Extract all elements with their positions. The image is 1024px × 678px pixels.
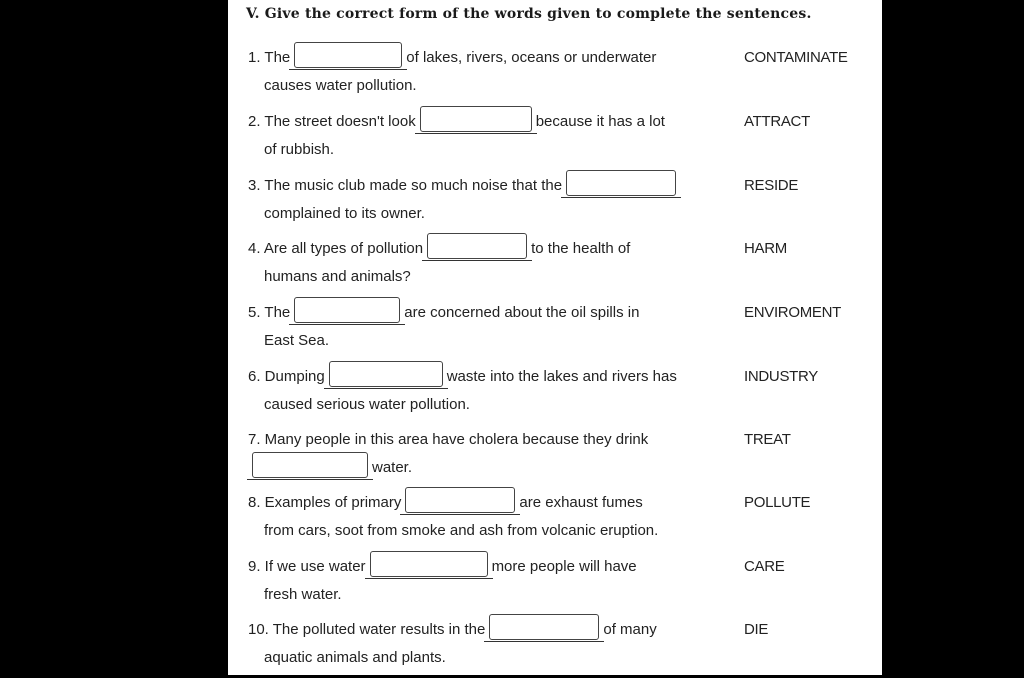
root-word-5: ENVIROMENT (744, 303, 842, 321)
question-3-continuation: complained to its owner. (264, 204, 425, 222)
question-1-continuation: causes water pollution. (264, 76, 417, 94)
root-word-6: INDUSTRY (744, 367, 818, 385)
question-6 (228, 365, 882, 425)
question-10-continuation: aquatic animals and plants. (264, 648, 446, 666)
question-1 (228, 46, 882, 106)
question-8-continuation: from cars, soot from smoke and ash from volcanic eruption. (264, 521, 659, 539)
question-1-text-before: 1. The (248, 48, 291, 66)
question-2-continuation: of rubbish. (264, 140, 335, 158)
answer-blank-2[interactable] (420, 106, 532, 132)
question-4-text-after: to the health of (531, 239, 631, 257)
question-8 (228, 491, 882, 551)
question-7-text-before: 7. Many people in this area have cholera because they drink (248, 430, 649, 448)
root-word-4: HARM (744, 239, 787, 257)
exercise-heading: V. Give the correct form of the words given to complete the sentences. (246, 6, 812, 22)
question-4-text-before: 4. Are all types of pollution (248, 239, 424, 257)
question-2 (228, 110, 882, 170)
answer-blank-6[interactable] (329, 361, 443, 387)
question-6-continuation: caused serious water pollution. (264, 395, 470, 413)
root-word-7: TREAT (744, 430, 791, 448)
question-5-text-after: are concerned about the oil spills in (404, 303, 640, 321)
answer-blank-10[interactable] (489, 614, 599, 640)
question-4-continuation: humans and animals? (264, 267, 411, 285)
answer-blank-9[interactable] (370, 551, 488, 577)
question-8-text-before: 8. Examples of primary (248, 493, 402, 511)
question-10 (228, 618, 882, 678)
answer-blank-8[interactable] (405, 487, 515, 513)
question-5 (228, 301, 882, 361)
root-word-8: POLLUTE (744, 493, 811, 511)
root-word-9: CARE (744, 557, 785, 575)
question-2-text-before: 2. The street doesn't look (248, 112, 416, 130)
question-6-text-after: waste into the lakes and rivers has (446, 367, 677, 385)
question-7-continuation: water. (372, 458, 413, 476)
root-word-10: DIE (744, 620, 769, 638)
question-9-text-after: more people will have (491, 557, 637, 575)
answer-blank-4[interactable] (427, 233, 527, 259)
question-5-continuation: East Sea. (264, 331, 330, 349)
root-word-2: ATTRACT (744, 112, 810, 130)
root-word-1: CONTAMINATE (744, 48, 848, 66)
root-word-3: RESIDE (744, 176, 799, 194)
question-7 (228, 428, 882, 488)
question-9-continuation: fresh water. (264, 585, 342, 603)
answer-blank-1[interactable] (294, 42, 402, 68)
question-4 (228, 237, 882, 297)
answer-blank-3[interactable] (566, 170, 676, 196)
question-9 (228, 555, 882, 615)
question-3 (228, 174, 882, 234)
question-10-text-before: 10. The polluted water results in the (248, 620, 486, 638)
question-6-text-before: 6. Dumping (248, 367, 325, 385)
worksheet-page (228, 0, 882, 675)
question-10-text-after: of many (603, 620, 657, 638)
question-2-text-after: because it has a lot (535, 112, 665, 130)
question-5-text-before: 5. The (248, 303, 291, 321)
question-3-text-before: 3. The music club made so much noise that the (248, 176, 563, 194)
answer-blank-7[interactable] (252, 452, 368, 478)
question-1-text-after: of lakes, rivers, oceans or underwater (406, 48, 657, 66)
question-9-text-before: 9. If we use water (248, 557, 366, 575)
question-8-text-after: are exhaust fumes (519, 493, 643, 511)
answer-blank-5[interactable] (294, 297, 400, 323)
